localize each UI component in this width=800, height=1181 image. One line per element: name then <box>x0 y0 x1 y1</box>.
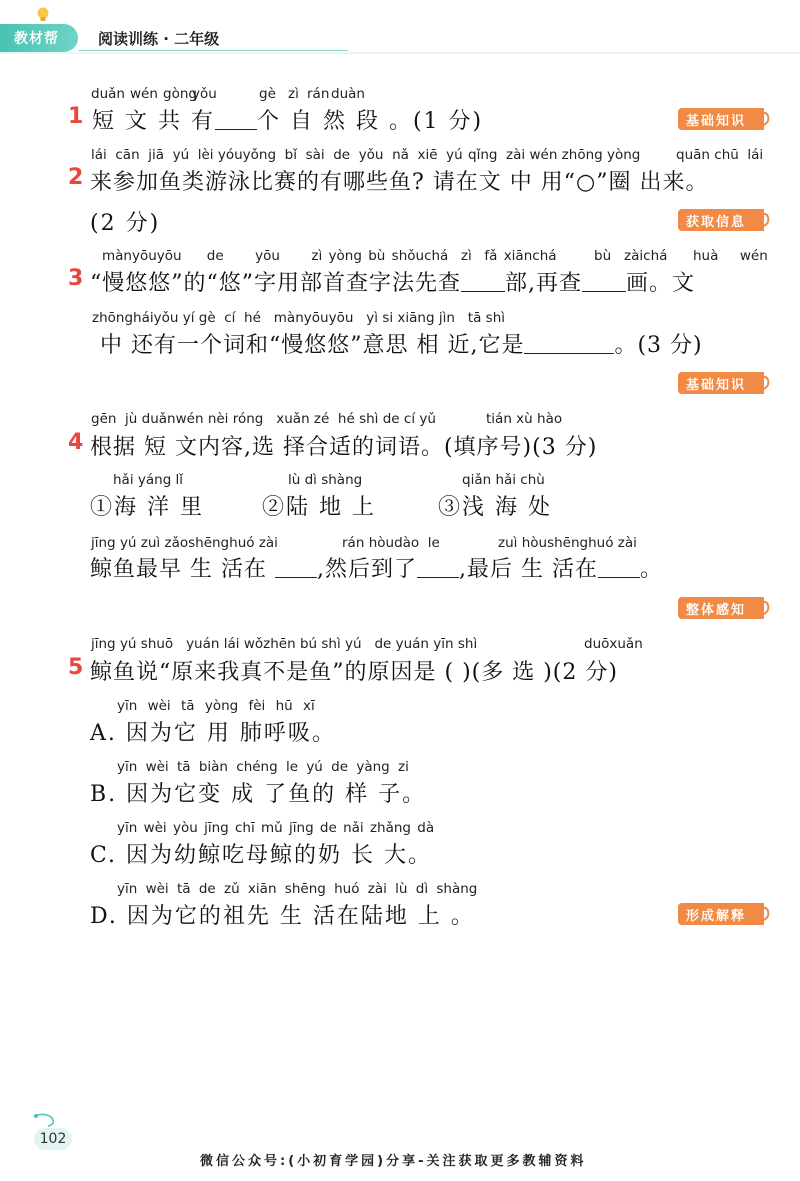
pinyin: gòng <box>163 86 197 102</box>
pinyin-row: zhōngháiyǒu yí gè cí hé mànyōuyōu yì si xiāng jìn tā shì <box>92 310 505 326</box>
answer-blank[interactable] <box>461 271 505 292</box>
question-number: 4 <box>68 430 84 455</box>
question-text: 鲸鱼最早 生 活在 ,然后到了 ,最后 生 活在 。 <box>90 557 663 582</box>
choice-pinyin: yīn wèi yòu jīng chī mǔ jīng de nǎi zhǎng dà <box>117 820 435 836</box>
question-text <box>92 104 483 135</box>
answer-blank[interactable] <box>215 109 257 130</box>
option-1: ①海 洋 里 <box>90 495 204 520</box>
pinyin-row: quān chū lái <box>676 147 764 163</box>
pinyin: duàn <box>331 86 365 102</box>
tag-label: 形成解释 <box>686 909 747 924</box>
choice-b[interactable]: B. 因为它变 成 了鱼的 样 子。 <box>90 782 427 807</box>
choice-a[interactable]: A. 因为它 用 肺呼吸。 <box>90 721 336 746</box>
header-divider <box>78 50 348 51</box>
page-number-area <box>30 1110 80 1154</box>
curl-icon <box>758 211 772 229</box>
tag-label: 整体感知 <box>686 603 747 618</box>
question-number: 3 <box>68 266 84 291</box>
text-part: 短 文 共 有 <box>92 109 215 134</box>
question-score: (2 分) <box>90 211 161 236</box>
answer-blank[interactable] <box>524 333 614 354</box>
pinyin-row: qǐng zài wén zhōng yòng <box>468 147 641 163</box>
lightbulb-icon <box>36 6 50 24</box>
skill-tag <box>678 108 764 130</box>
page-number: 102 <box>34 1128 72 1150</box>
curl-icon <box>758 905 772 923</box>
question-text: 根据 短 文内容,选 择合适的词语。(填序号)(3 分) <box>90 435 598 460</box>
skill-tag <box>678 209 764 231</box>
question-text: 中 还有一个词和“慢悠悠”意思 相 近,它是 。(3 分) <box>100 333 703 358</box>
option-2: ②陆 地 上 <box>262 495 376 520</box>
badge-label: 教材帮 <box>14 31 59 47</box>
answer-blank[interactable] <box>417 557 459 578</box>
option-pinyin: hǎi yáng lǐ <box>113 472 184 488</box>
question-text: “慢悠悠”的“悠”字用部首查字法先查 部,再查 画。文 <box>90 271 696 296</box>
pinyin-row: lái cān jiā yú lèi yóuyǒng bǐ sài de yǒu nǎ xiē yú <box>91 147 463 163</box>
curl-icon <box>758 599 772 617</box>
pinyin-row: mànyōuyōu de yōu zì yòng bù shǒuchá zì fǎ xiānchá <box>102 248 557 264</box>
choice-pinyin: yīn wèi tā biàn chéng le yú de yàng zi <box>117 759 409 775</box>
tag-label: 基础知识 <box>686 114 747 129</box>
pinyin-row: tián xù hào <box>486 411 563 427</box>
pinyin-row: jīng yú shuō yuán lái wǒzhēn bú shì yú de yuán yīn shì <box>91 636 478 652</box>
skill-tag <box>678 903 764 925</box>
skill-tag <box>678 597 764 619</box>
pinyin: gè <box>259 86 276 102</box>
question-text: 来参加鱼类游泳比赛的有哪些鱼? 请在文 中 用“○”圈 出来。 <box>90 170 709 195</box>
choice-c[interactable]: C. 因为幼鲸吃母鲸的奶 长 大。 <box>90 843 433 868</box>
choice-pinyin: yīn wèi tā de zǔ xiān shēng huó zài lù dì shàng <box>117 881 478 897</box>
question-number: 2 <box>68 165 84 190</box>
pinyin: duǎn <box>91 86 125 102</box>
pinyin: rán <box>307 86 330 102</box>
option-pinyin: qiǎn hǎi chù <box>462 472 545 488</box>
option-pinyin: lù dì shàng <box>288 472 363 488</box>
answer-blank[interactable] <box>275 557 317 578</box>
curl-icon <box>758 110 772 128</box>
choice-pinyin: yīn wèi tā yòng fèi hū xī <box>117 698 315 714</box>
pinyin: wén <box>130 86 158 102</box>
pinyin: zì <box>288 86 299 102</box>
question-number: 1 <box>68 104 84 129</box>
page-header <box>0 0 800 52</box>
option-3: ③浅 海 处 <box>438 495 552 520</box>
question-text: 鲸鱼说“原来我真不是鱼”的原因是 ( )(多 选 )(2 分) <box>90 660 618 685</box>
answer-blank[interactable] <box>582 271 626 292</box>
pinyin-row: rán hòudào le <box>342 535 440 551</box>
text-part: 个 自 然 段 。(1 分) <box>256 109 484 134</box>
pinyin-row: gēn jù duǎnwén nèi róng xuǎn zé hé shì de cí yǔ <box>91 411 436 427</box>
book-badge <box>0 24 78 52</box>
header-strip <box>0 52 800 54</box>
pinyin: yǒu <box>192 86 217 102</box>
answer-blank[interactable] <box>598 557 640 578</box>
pinyin-row: huà wén <box>693 248 768 264</box>
decorative-swirl-icon <box>32 1110 62 1130</box>
skill-tag <box>678 372 764 394</box>
question-number: 5 <box>68 655 84 680</box>
choice-d[interactable]: D. 因为它的祖先 生 活在陆地 上 。 <box>90 904 475 929</box>
footer-watermark: 微信公众号:(小初育学园)分享-关注获取更多教辅资料 <box>200 1154 587 1169</box>
pinyin-row: duōxuǎn <box>584 636 643 652</box>
pinyin-row: bù zàichá <box>594 248 668 264</box>
tag-label: 获取信息 <box>686 215 747 230</box>
pinyin-row: zuì hòushēnghuó zài <box>498 535 637 551</box>
pinyin-row: jīng yú zuì zǎoshēnghuó zài <box>91 535 278 551</box>
tag-label: 基础知识 <box>686 378 747 393</box>
curl-icon <box>758 374 772 392</box>
header-title: 阅读训练 · 二年级 <box>98 30 220 48</box>
